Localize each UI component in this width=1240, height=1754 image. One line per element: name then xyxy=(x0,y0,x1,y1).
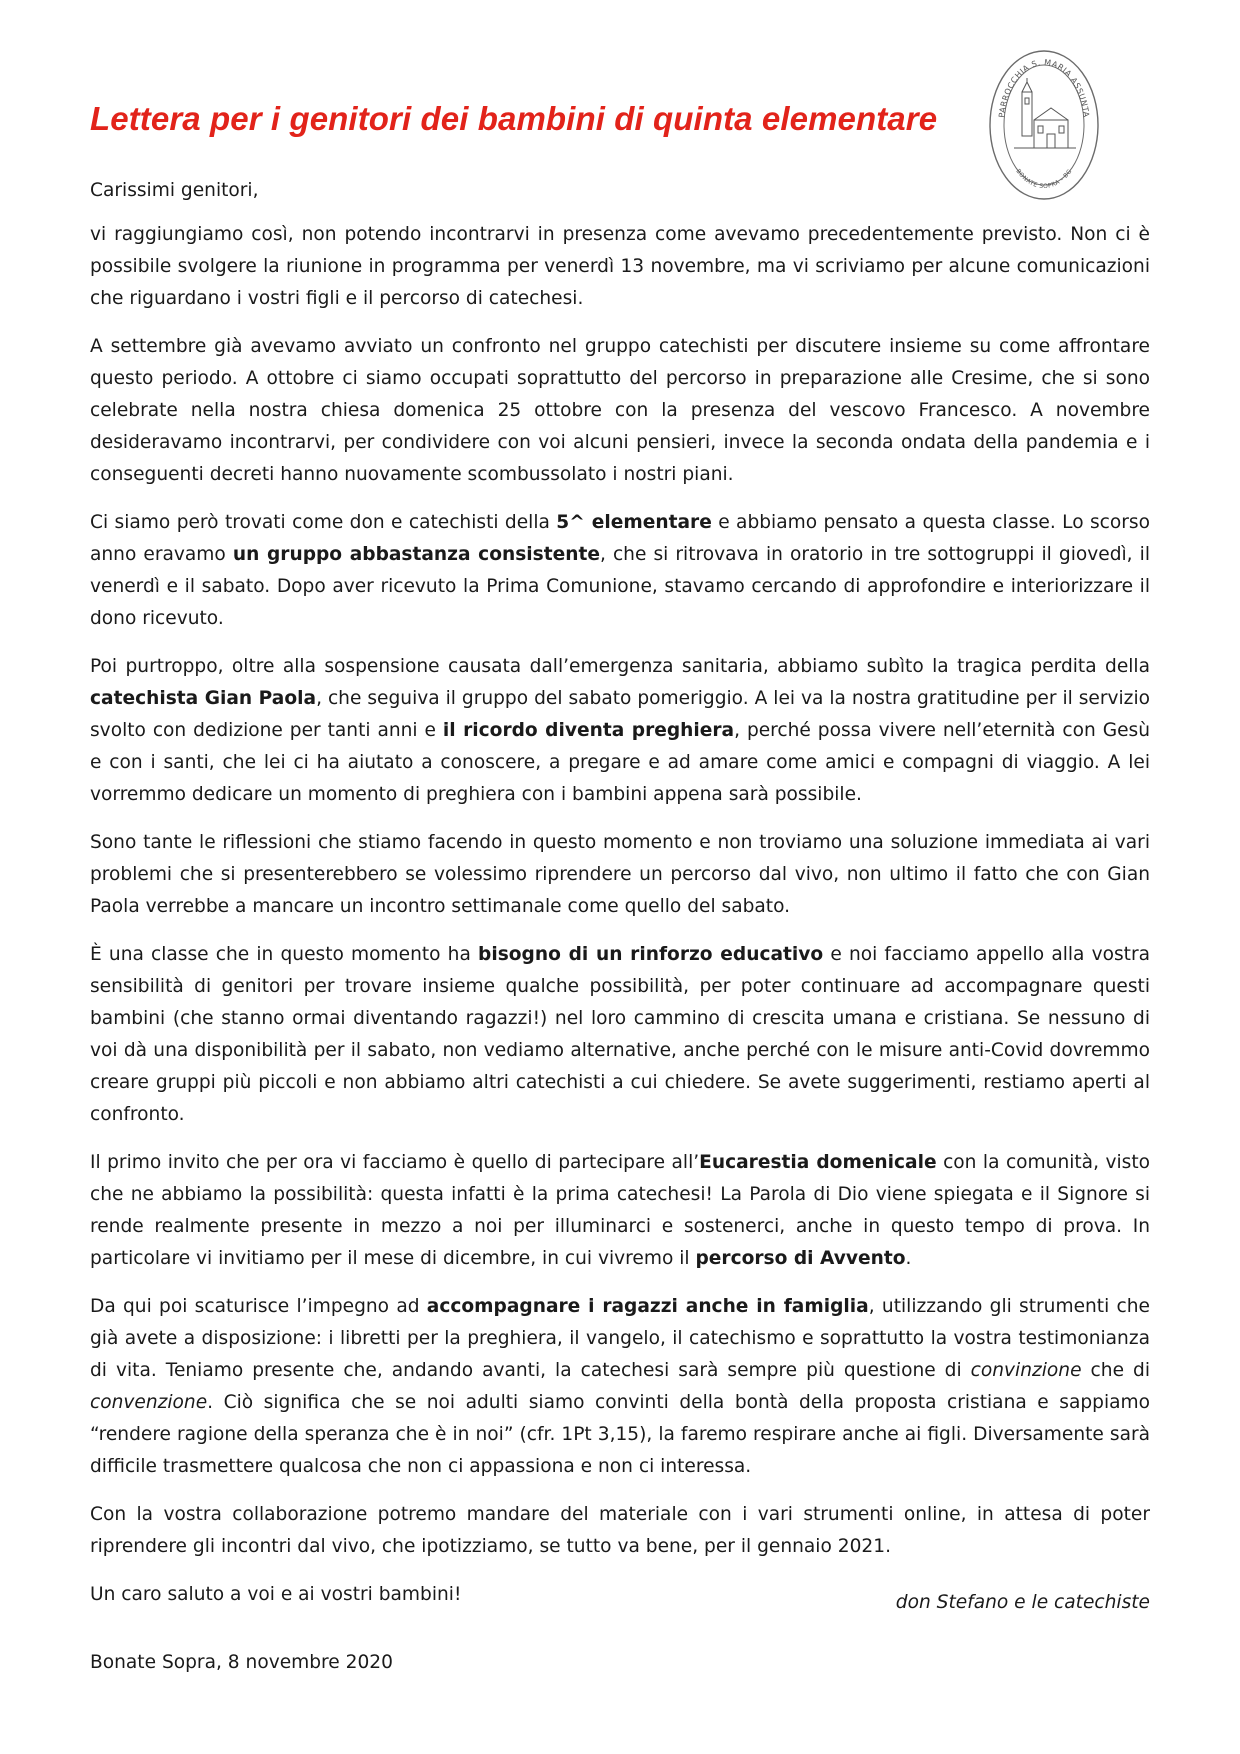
bold-phrase: il ricordo diventa preghiera xyxy=(442,720,735,741)
bold-phrase: catechista Gian Paola xyxy=(90,688,317,709)
paragraph-1: vi raggiungiamo così, non potendo incontrarvi in presenza come avevamo precedentemente previsto. Non ci è possibile svolgere la riunione in programma per venerdì 13 novembre, ma vi scriviamo per alcune comunicazioni che riguardano i vostri figli e il percorso di catechesi. xyxy=(90,224,1150,309)
paragraph-6: È una classe che in questo momento ha bisogno di un rinforzo educativo e noi facciamo appello alla vostra sensibilità di genitori per trovare insieme qualche possibilità, per poter continuare ad accompagnare questi bambini (che stanno ormai diventando ragazzi!) nel loro cammino di crescita umana e cristiana. Se nessuno di voi dà una disponibilità per il sabato, non vediamo alternative, anche perché con le misure anti-Covid dovremmo creare gruppi più piccoli e non abbiamo altri catechisti a cui chiedere. Se avete suggerimenti, restiamo aperti al confronto. xyxy=(90,944,1151,1125)
letter-body xyxy=(90,175,1150,1627)
italic-word: convinzione xyxy=(970,1360,1082,1381)
signature: don Stefano e le catechiste xyxy=(895,1592,1150,1613)
bold-phrase: un gruppo abbastanza consistente xyxy=(232,544,600,565)
seal-top-text: PARROCCHIA S. MARIA ASSUNTA xyxy=(997,57,1091,119)
bold-phrase: bisogno di un rinforzo educativo xyxy=(478,944,824,965)
paragraph-5: Sono tante le riflessioni che stiamo facendo in questo momento e non troviamo una soluzione immediata ai vari problemi che si presenterebbero se volessimo riprendere un percorso dal vivo, non ultimo il fatto che con Gian Paola verrebbe a mancare un incontro settimanale come quello del sabato. xyxy=(90,832,1150,917)
letter-title: Lettera per i genitori dei bambini di quinta elementare xyxy=(90,100,938,137)
italic-word: convenzione xyxy=(90,1392,208,1413)
greeting: Carissimi genitori, xyxy=(90,180,259,201)
closing-line: Un caro saluto a voi e ai vostri bambini! xyxy=(90,1584,462,1605)
paragraph-3: Ci siamo però trovati come don e catechisti della 5^ elementare e abbiamo pensato a questa classe. Lo scorso anno eravamo un gruppo abbastanza consistente, che si ritrovava in oratorio in tre sottogruppi il giovedì, il venerdì e il sabato. Dopo aver ricevuto la Prima Comunione, stavamo cercando di approfondire e interiorizzare il dono ricevuto. xyxy=(90,512,1150,629)
paragraph-7: Il primo invito che per ora vi facciamo è quello di partecipare all’Eucarestia domenicale con la comunità, visto che ne abbiamo la possibilità: questa infatti è la prima catechesi! La Parola di Dio viene spiegata e il Signore si rende realmente presente in mezzo a noi per illuminarci e sostenerci, anche in questo tempo di prova. In particolare vi invitiamo per il mese di dicembre, in cui vivremo il percorso di Avvento. xyxy=(90,1152,1150,1269)
seal-bottom-text: BONATE SOPRA - BG xyxy=(1014,167,1074,191)
place-date: Bonate Sopra, 8 novembre 2020 xyxy=(90,1652,393,1673)
bold-phrase: Eucarestia domenicale xyxy=(699,1152,937,1173)
church-drawing xyxy=(1014,78,1076,148)
paragraph-8: Da qui poi scaturisce l’impegno ad accompagnare i ragazzi anche in famiglia, utilizzando gli strumenti che già avete a disposizione: i libretti per la preghiera, il vangelo, il catechismo e soprattutto la vostra testimonianza di vita. Teniamo presente che, andando avanti, la catechesi sarà sempre più questione di convinzione che di convenzione. Ciò significa che se noi adulti siamo convinti della bontà della proposta cristiana e sappiamo “rendere ragione della speranza che è in noi” (cfr. 1Pt 3,15), la faremo respirare anche ai figli. Diversamente sarà difficile trasmettere qualcosa che non ci appassiona e non ci interessa. xyxy=(90,1296,1150,1477)
bold-phrase: 5^ elementare xyxy=(556,512,712,533)
bold-phrase: accompagnare i ragazzi anche in famiglia xyxy=(426,1296,869,1317)
bold-phrase: percorso di Avvento xyxy=(695,1248,906,1269)
paragraph-9: Con la vostra collaborazione potremo mandare del materiale con i vari strumenti online, in attesa di poter riprendere gli incontri dal vivo, che ipotizziamo, se tutto va bene, per il gennaio 2021. xyxy=(90,1504,1150,1557)
paragraph-2: A settembre già avevamo avviato un confronto nel gruppo catechisti per discutere insieme su come affrontare questo periodo. A ottobre ci siamo occupati soprattutto del percorso in preparazione alle Cresime, che si sono celebrate nella nostra chiesa domenica 25 ottobre con la presenza del vescovo Francesco. A novembre desideravamo incontrarvi, per condividere con voi alcuni pensieri, invece la seconda ondata della pandemia e i conseguenti decreti hanno nuovamente scombussolato i nostri piani. xyxy=(90,336,1150,485)
paragraph-4: Poi purtroppo, oltre alla sospensione causata dall’emergenza sanitaria, abbiamo subìto la tragica perdita della catechista Gian Paola, che seguiva il gruppo del sabato pomeriggio. A lei va la nostra gratitudine per il servizio svolto con dedizione per tanti anni e il ricordo diventa preghiera, perché possa vivere nell’eternità con Gesù e con i santi, che lei ci ha aiutato a conoscere, a pregare e ad amare come amici e compagni di viaggio. A lei vorremmo dedicare un momento di preghiera con i bambini appena sarà possibile. xyxy=(90,656,1151,805)
